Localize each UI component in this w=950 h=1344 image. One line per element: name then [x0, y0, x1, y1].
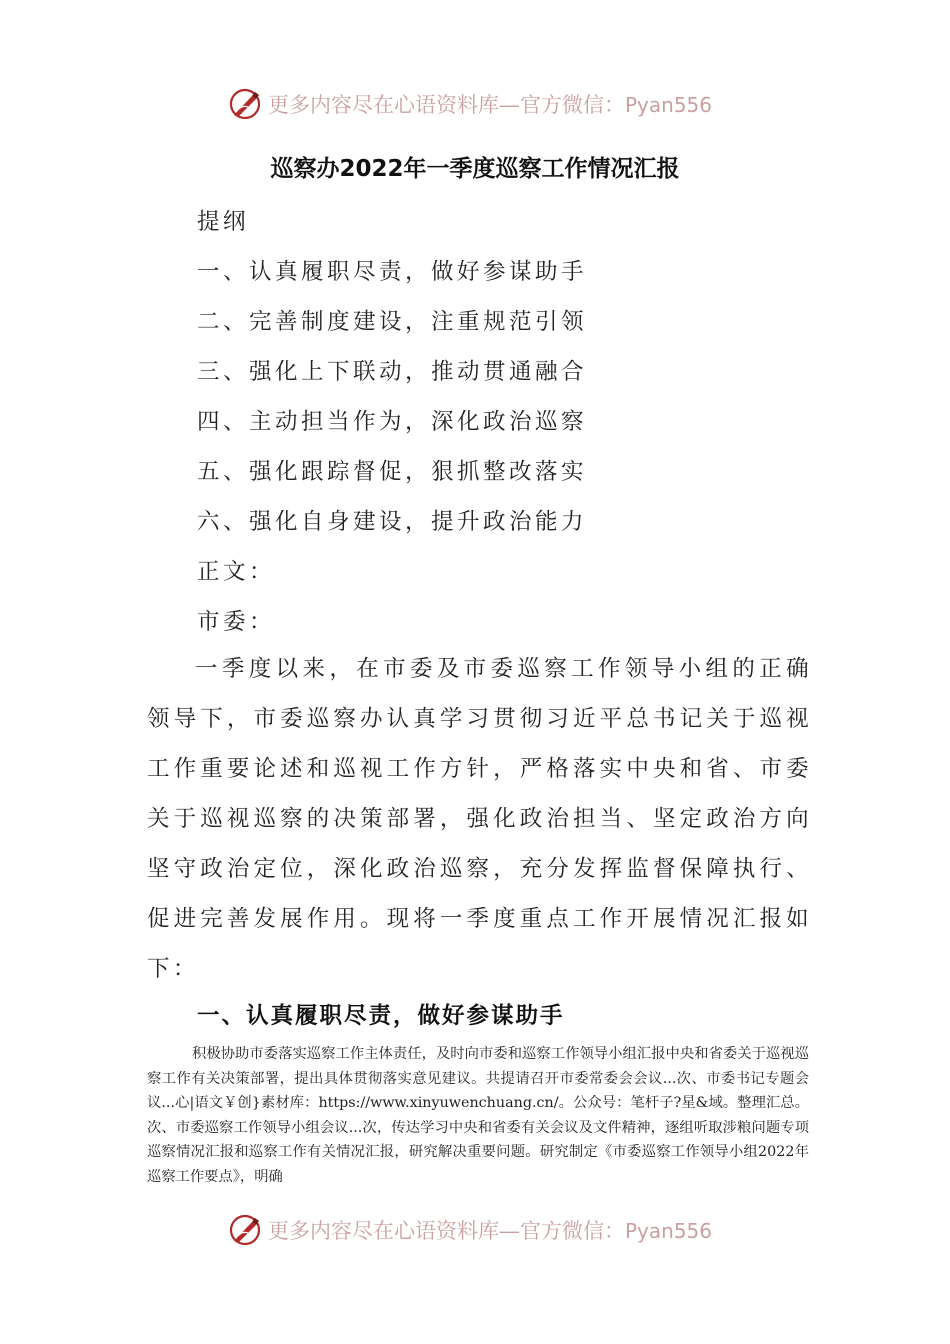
watermark-text: 更多内容尽在心语资料库—官方微信：Pyan556	[268, 93, 713, 117]
outline-item: 五、强化跟踪督促，狠抓整改落实	[197, 459, 588, 485]
pen-logo-icon	[228, 1213, 262, 1247]
outline-item: 一、认真履职尽责，做好参谋助手	[197, 259, 588, 285]
outline-item: 四、主动担当作为，深化政治巡察	[197, 409, 588, 435]
document-title: 巡察办2022年一季度巡察工作情况汇报	[270, 156, 680, 182]
watermark-banner-bottom	[228, 1210, 712, 1250]
outline-item: 三、强化上下联动，推动贯通融合	[197, 359, 588, 385]
intro-paragraph: 一季度以来，在市委及市委巡察工作领导小组的正确领导下，市委巡察办认真学习贯彻习近平总书记关于巡视工作重要论述和巡视工作方针，严格落实中央和省、市委关于巡视巡察的决策部署，强化政治担当、坚定政治方向坚守政治定位，深化政治巡察，充分发挥监督保障执行、促进完善发展作用。现将一季度重点工作开展情况汇报如下：	[147, 656, 812, 982]
body-label: 正文：	[197, 559, 276, 585]
outline-label: 提纲	[197, 209, 250, 235]
outline-item: 二、完善制度建设，注重规范引领	[197, 309, 588, 335]
section-heading: 一、认真履职尽责，做好参谋助手	[197, 1003, 565, 1029]
pen-logo-icon	[228, 87, 262, 121]
outline-item: 六、强化自身建设，提升政治能力	[197, 509, 588, 535]
watermark-banner-top	[228, 84, 712, 124]
watermark-text: 更多内容尽在心语资料库—官方微信：Pyan556	[268, 1219, 713, 1243]
salutation: 市委：	[197, 609, 276, 635]
section-paragraph: 积极协助市委落实巡察工作主体责任，及时向市委和巡察工作领导小组汇报中央和省委关于巡视巡察工作有关决策部署，提出具体贯彻落实意见建议。共提请召开市委常委会会议...次、市委书记专题会议...心|语文￥创}素材库：https://www.xinyuwenchuang.cn/。公众号：笔杆子?星&域。整理汇总。次、市委巡察工作领导小组会议...次，传达学习中央和省委有关会议及文件精神，逐组听取涉粮问题专项巡察情况汇报和巡察工作有关情况汇报，研究解决重要问题。研究制定《市委巡察工作领导小组2022年巡察工作要点》，明确	[147, 1046, 809, 1185]
